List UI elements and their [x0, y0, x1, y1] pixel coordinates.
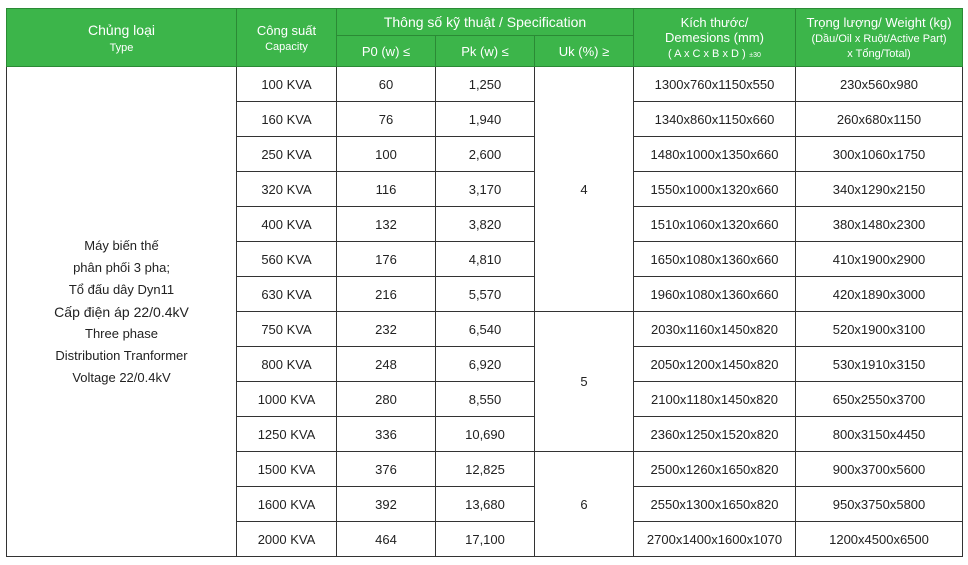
pk-cell: 4,810 [436, 242, 535, 277]
header-pk: Pk (w) ≤ [436, 36, 535, 67]
pk-cell: 1,250 [436, 67, 535, 102]
dimensions-cell: 2700x1400x1600x1070 [634, 522, 796, 557]
header-uk: Uk (%) ≥ [535, 36, 634, 67]
weight-cell: 800x3150x4450 [796, 417, 963, 452]
p0-cell: 216 [337, 277, 436, 312]
header-capacity: Công suất Capacity [237, 9, 337, 67]
type-description [7, 67, 237, 557]
pk-cell: 3,170 [436, 172, 535, 207]
pk-cell: 17,100 [436, 522, 535, 557]
header-p0: P0 (w) ≤ [337, 36, 436, 67]
p0-cell: 176 [337, 242, 436, 277]
capacity-cell: 400 KVA [237, 207, 337, 242]
weight-cell: 300x1060x1750 [796, 137, 963, 172]
p0-cell: 116 [337, 172, 436, 207]
pk-cell: 3,820 [436, 207, 535, 242]
capacity-cell: 2000 KVA [237, 522, 337, 557]
capacity-cell: 1000 KVA [237, 382, 337, 417]
dimensions-cell: 1300x760x1150x550 [634, 67, 796, 102]
dimensions-cell: 1340x860x1150x660 [634, 102, 796, 137]
p0-cell: 336 [337, 417, 436, 452]
type-line: Máy biến thế [84, 237, 159, 253]
weight-cell: 900x3700x5600 [796, 452, 963, 487]
transformer-spec-table [6, 8, 963, 557]
weight-cell: 410x1900x2900 [796, 242, 963, 277]
type-line: Cấp điện áp 22/0.4kV [54, 303, 189, 320]
capacity-cell: 560 KVA [237, 242, 337, 277]
dimensions-cell: 2360x1250x1520x820 [634, 417, 796, 452]
p0-cell: 280 [337, 382, 436, 417]
p0-cell: 464 [337, 522, 436, 557]
weight-cell: 1200x4500x6500 [796, 522, 963, 557]
p0-cell: 132 [337, 207, 436, 242]
dimensions-cell: 2550x1300x1650x820 [634, 487, 796, 522]
pk-cell: 1,940 [436, 102, 535, 137]
p0-cell: 392 [337, 487, 436, 522]
weight-cell: 950x3750x5800 [796, 487, 963, 522]
dimensions-cell: 1550x1000x1320x660 [634, 172, 796, 207]
dimensions-cell: 1510x1060x1320x660 [634, 207, 796, 242]
weight-cell: 650x2550x3700 [796, 382, 963, 417]
dimensions-cell: 1960x1080x1360x660 [634, 277, 796, 312]
pk-cell: 12,825 [436, 452, 535, 487]
capacity-cell: 750 KVA [237, 312, 337, 347]
table-row [7, 67, 963, 102]
capacity-cell: 160 KVA [237, 102, 337, 137]
capacity-cell: 250 KVA [237, 137, 337, 172]
p0-cell: 100 [337, 137, 436, 172]
capacity-cell: 1250 KVA [237, 417, 337, 452]
pk-cell: 10,690 [436, 417, 535, 452]
type-line: phân phối 3 pha; [73, 259, 170, 275]
dimensions-cell: 2500x1260x1650x820 [634, 452, 796, 487]
uk-cell: 6 [535, 452, 634, 557]
type-line: Three phase [85, 325, 158, 341]
dimensions-cell: 2100x1180x1450x820 [634, 382, 796, 417]
capacity-cell: 800 KVA [237, 347, 337, 382]
capacity-cell: 100 KVA [237, 67, 337, 102]
capacity-cell: 1500 KVA [237, 452, 337, 487]
p0-cell: 248 [337, 347, 436, 382]
header-type: Chủng loại Type [7, 9, 237, 67]
pk-cell: 13,680 [436, 487, 535, 522]
header-weight: Trọng lượng/ Weight (kg) (Dầu/Oil x Ruột/Active Part) x Tổng/Total) [796, 9, 963, 67]
weight-cell: 380x1480x2300 [796, 207, 963, 242]
pk-cell: 6,540 [436, 312, 535, 347]
p0-cell: 376 [337, 452, 436, 487]
header-dimensions: Kích thước/ Demesions (mm) ( A x C x B x D ) ±30 [634, 9, 796, 67]
pk-cell: 6,920 [436, 347, 535, 382]
type-line: Voltage 22/0.4kV [72, 369, 171, 385]
pk-cell: 8,550 [436, 382, 535, 417]
pk-cell: 5,570 [436, 277, 535, 312]
dimensions-cell: 1480x1000x1350x660 [634, 137, 796, 172]
weight-cell: 260x680x1150 [796, 102, 963, 137]
capacity-cell: 1600 KVA [237, 487, 337, 522]
weight-cell: 530x1910x3150 [796, 347, 963, 382]
weight-cell: 230x560x980 [796, 67, 963, 102]
uk-cell: 5 [535, 312, 634, 452]
dimensions-cell: 2050x1200x1450x820 [634, 347, 796, 382]
dimensions-cell: 1650x1080x1360x660 [634, 242, 796, 277]
p0-cell: 232 [337, 312, 436, 347]
capacity-cell: 320 KVA [237, 172, 337, 207]
uk-cell: 4 [535, 67, 634, 312]
header-spec: Thông số kỹ thuật / Specification [337, 9, 634, 36]
type-line: Tổ đấu dây Dyn11 [68, 281, 175, 297]
type-line: Distribution Tranformer [55, 347, 188, 363]
capacity-cell: 630 KVA [237, 277, 337, 312]
weight-cell: 520x1900x3100 [796, 312, 963, 347]
weight-cell: 340x1290x2150 [796, 172, 963, 207]
p0-cell: 76 [337, 102, 436, 137]
dimensions-cell: 2030x1160x1450x820 [634, 312, 796, 347]
pk-cell: 2,600 [436, 137, 535, 172]
p0-cell: 60 [337, 67, 436, 102]
weight-cell: 420x1890x3000 [796, 277, 963, 312]
